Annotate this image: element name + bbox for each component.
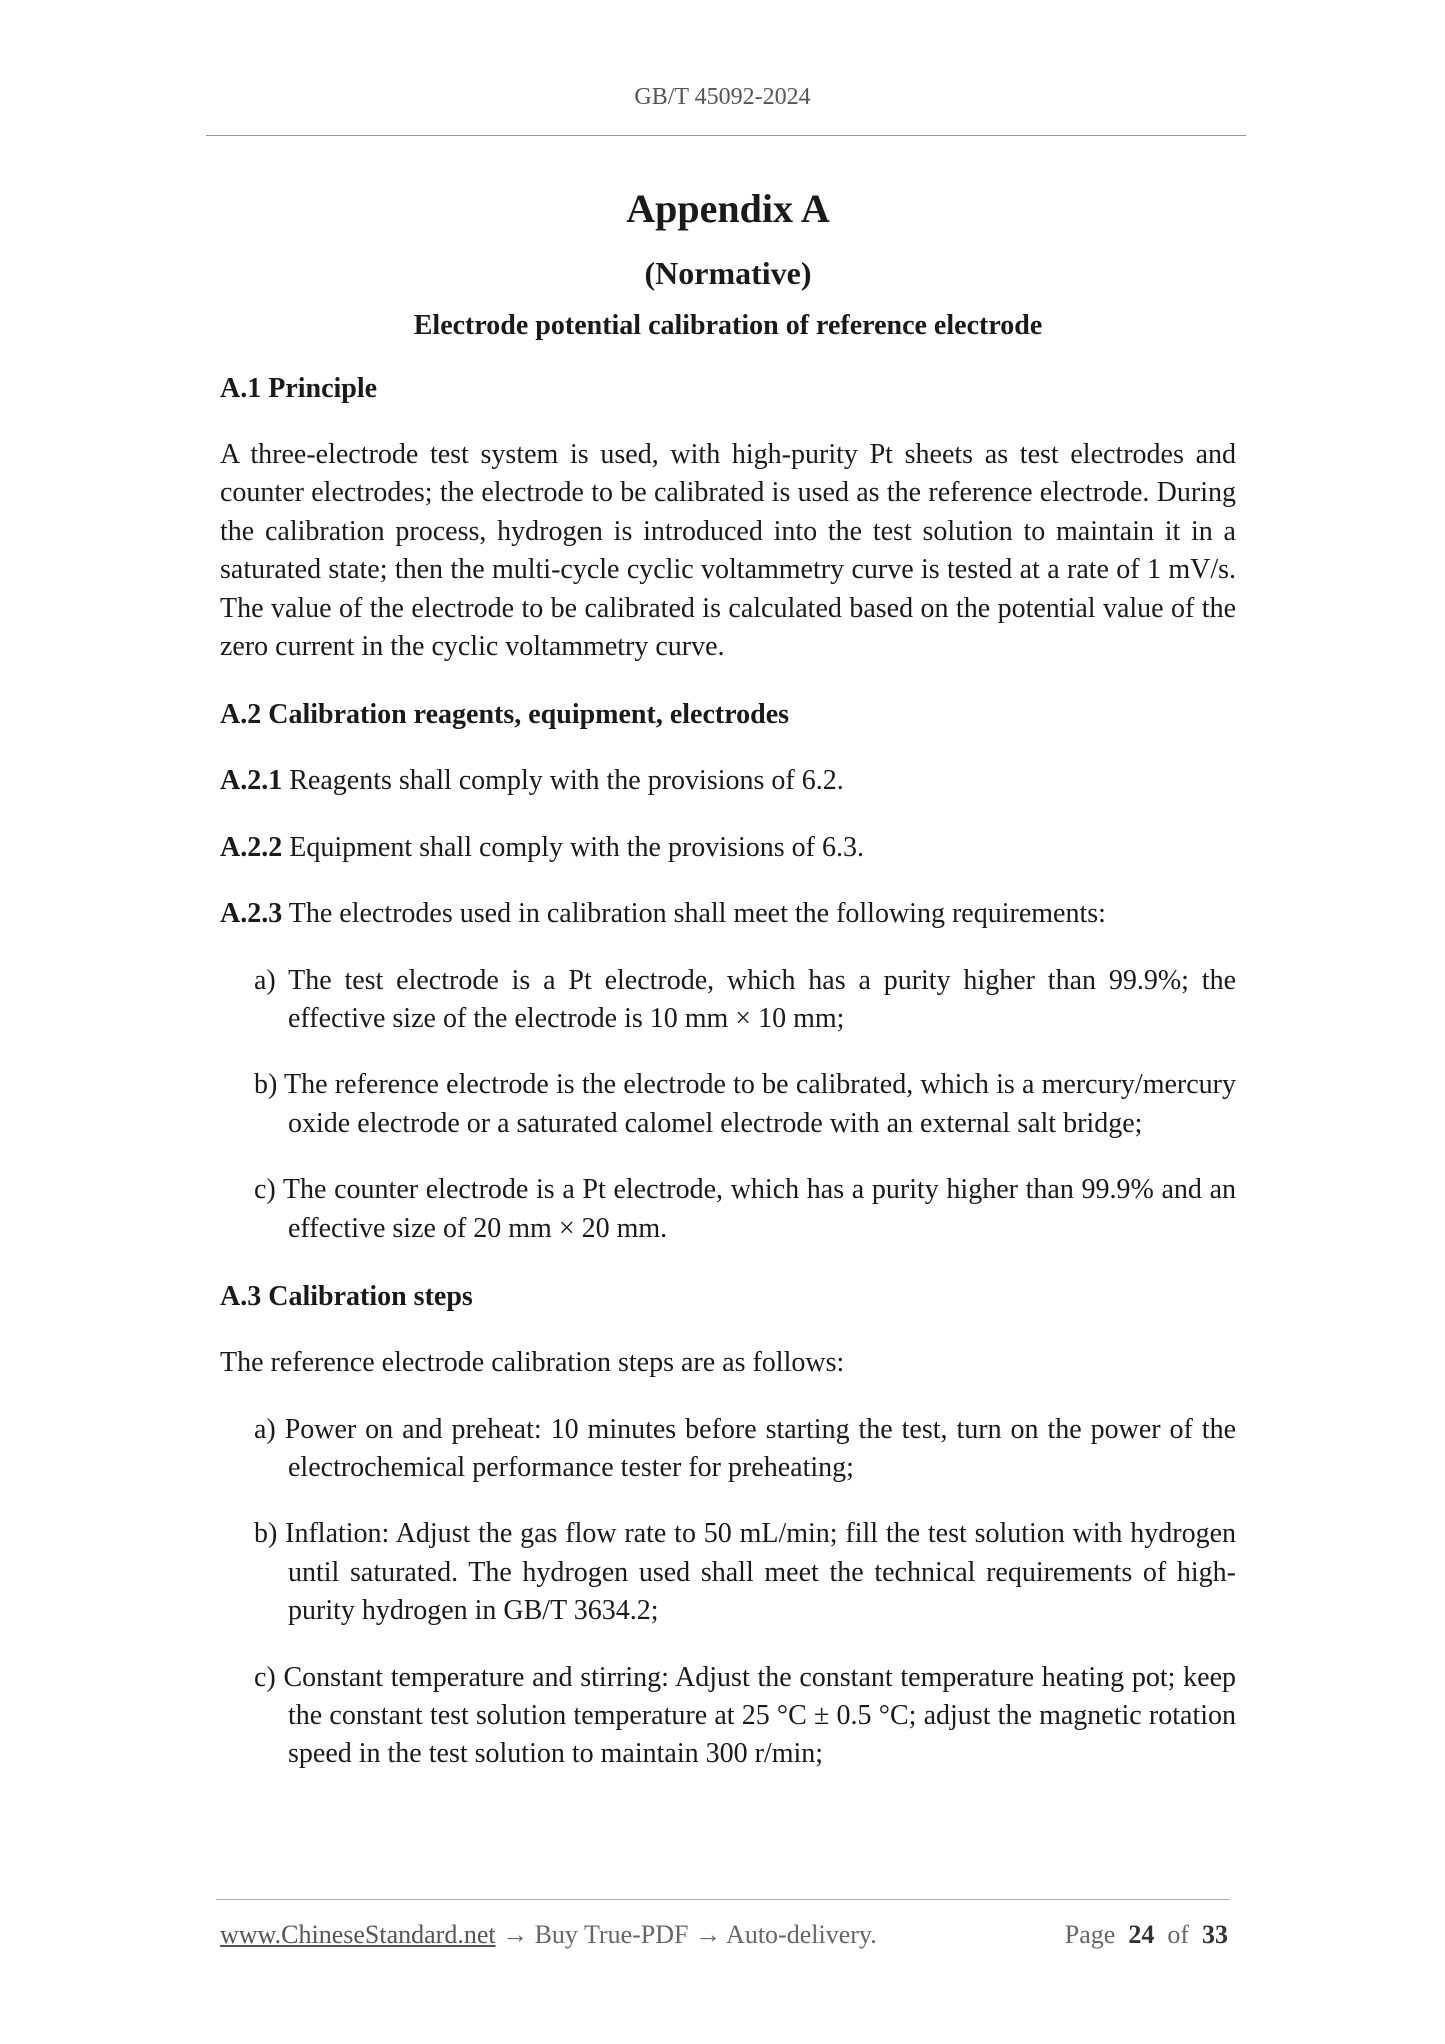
list-item: c) The counter electrode is a Pt electrode, which has a purity higher than 99.9% and an effective size of 20 mm × 20 mm. [254, 1174, 1236, 1244]
of-label: of [1167, 1920, 1189, 1949]
list-item: b) The reference electrode is the electrode to be calibrated, which is a mercury/mercury oxide electrode or a saturated calomel electrode with an external salt bridge; [254, 1069, 1236, 1139]
clause-text: Reagents shall comply with the provisions of 6.2. [282, 765, 844, 797]
section-a1-heading: A.1 Principle [220, 373, 378, 404]
page-number [1065, 1920, 1228, 1950]
section-a2-heading: A.2 Calibration reagents, equipment, electrodes [220, 699, 790, 731]
total-pages: 33 [1202, 1920, 1228, 1949]
section-a3-intro: The reference electrode calibration steps are as follows: [220, 1347, 845, 1379]
clause-a21 [220, 762, 1236, 800]
footer-site-link[interactable]: www.ChineseStandard.net [220, 1920, 496, 1949]
appendix-subtitle: (Normative) [644, 255, 812, 291]
clause-text: The electrodes used in calibration shall meet the following requirements: [282, 898, 1106, 930]
list-item: b) Inflation: Adjust the gas flow rate to 50 mL/min; fill the test solution with hydrogen until saturated. The hydrogen used shall meet the technical requirements of high-purity hydrogen in GB/T 3634.2; [254, 1518, 1236, 1627]
footer-divider [216, 1899, 1230, 1900]
current-page: 24 [1128, 1920, 1155, 1949]
list-item: a) The test electrode is a Pt electrode, which has a purity higher than 99.9%; the effective size of the electrode is 10 mm × 10 mm; [254, 964, 1236, 1035]
list-item: c) Constant temperature and stirring: Adjust the constant temperature heating pot; keep the constant test solution temperature at 25 °C ± 0.5 °C; adjust the magnetic rotation speed in the test solution to maintain 300 r/min; [254, 1661, 1236, 1770]
header-divider [206, 135, 1246, 136]
clause-number: A.2.2 [220, 831, 283, 863]
appendix-title: Appendix A [626, 186, 830, 231]
page-label: Page [1064, 1920, 1116, 1949]
clause-a23 [220, 895, 1236, 933]
page-content [220, 180, 1236, 1774]
list-item: a) Power on and preheat: 10 minutes before starting the test, turn on the power of the electrochemical performance tester for preheating; [254, 1413, 1236, 1483]
clause-text: Equipment shall comply with the provisions of 6.3. [282, 831, 864, 863]
clause-a22 [220, 829, 1236, 867]
clause-number: A.2.3 [220, 898, 283, 930]
footer-promo-text: → Buy True-PDF → Auto-delivery. [495, 1920, 877, 1949]
footer-promo [220, 1920, 877, 1950]
appendix-heading: Electrode potential calibration of reference electrode [413, 310, 1043, 341]
section-a3-heading: A.3 Calibration steps [220, 1281, 473, 1313]
section-a1-text: A three-electrode test system is used, with high-purity Pt sheets as test electrodes and counter electrodes; the electrode to be calibrated is used as the reference electrode. During the calibration process, hydrogen is introduced into the test solution to maintain it in a saturated state; then the multi-cycle cyclic voltammetry curve is tested at a rate of 1 mV/s. The value of the electrode to be calibrated is calculated based on the potential value of the zero current in the cyclic voltammetry curve. [220, 439, 1236, 663]
clause-number: A.2.1 [220, 765, 283, 797]
document-id-header: GB/T 45092-2024 [634, 84, 811, 110]
